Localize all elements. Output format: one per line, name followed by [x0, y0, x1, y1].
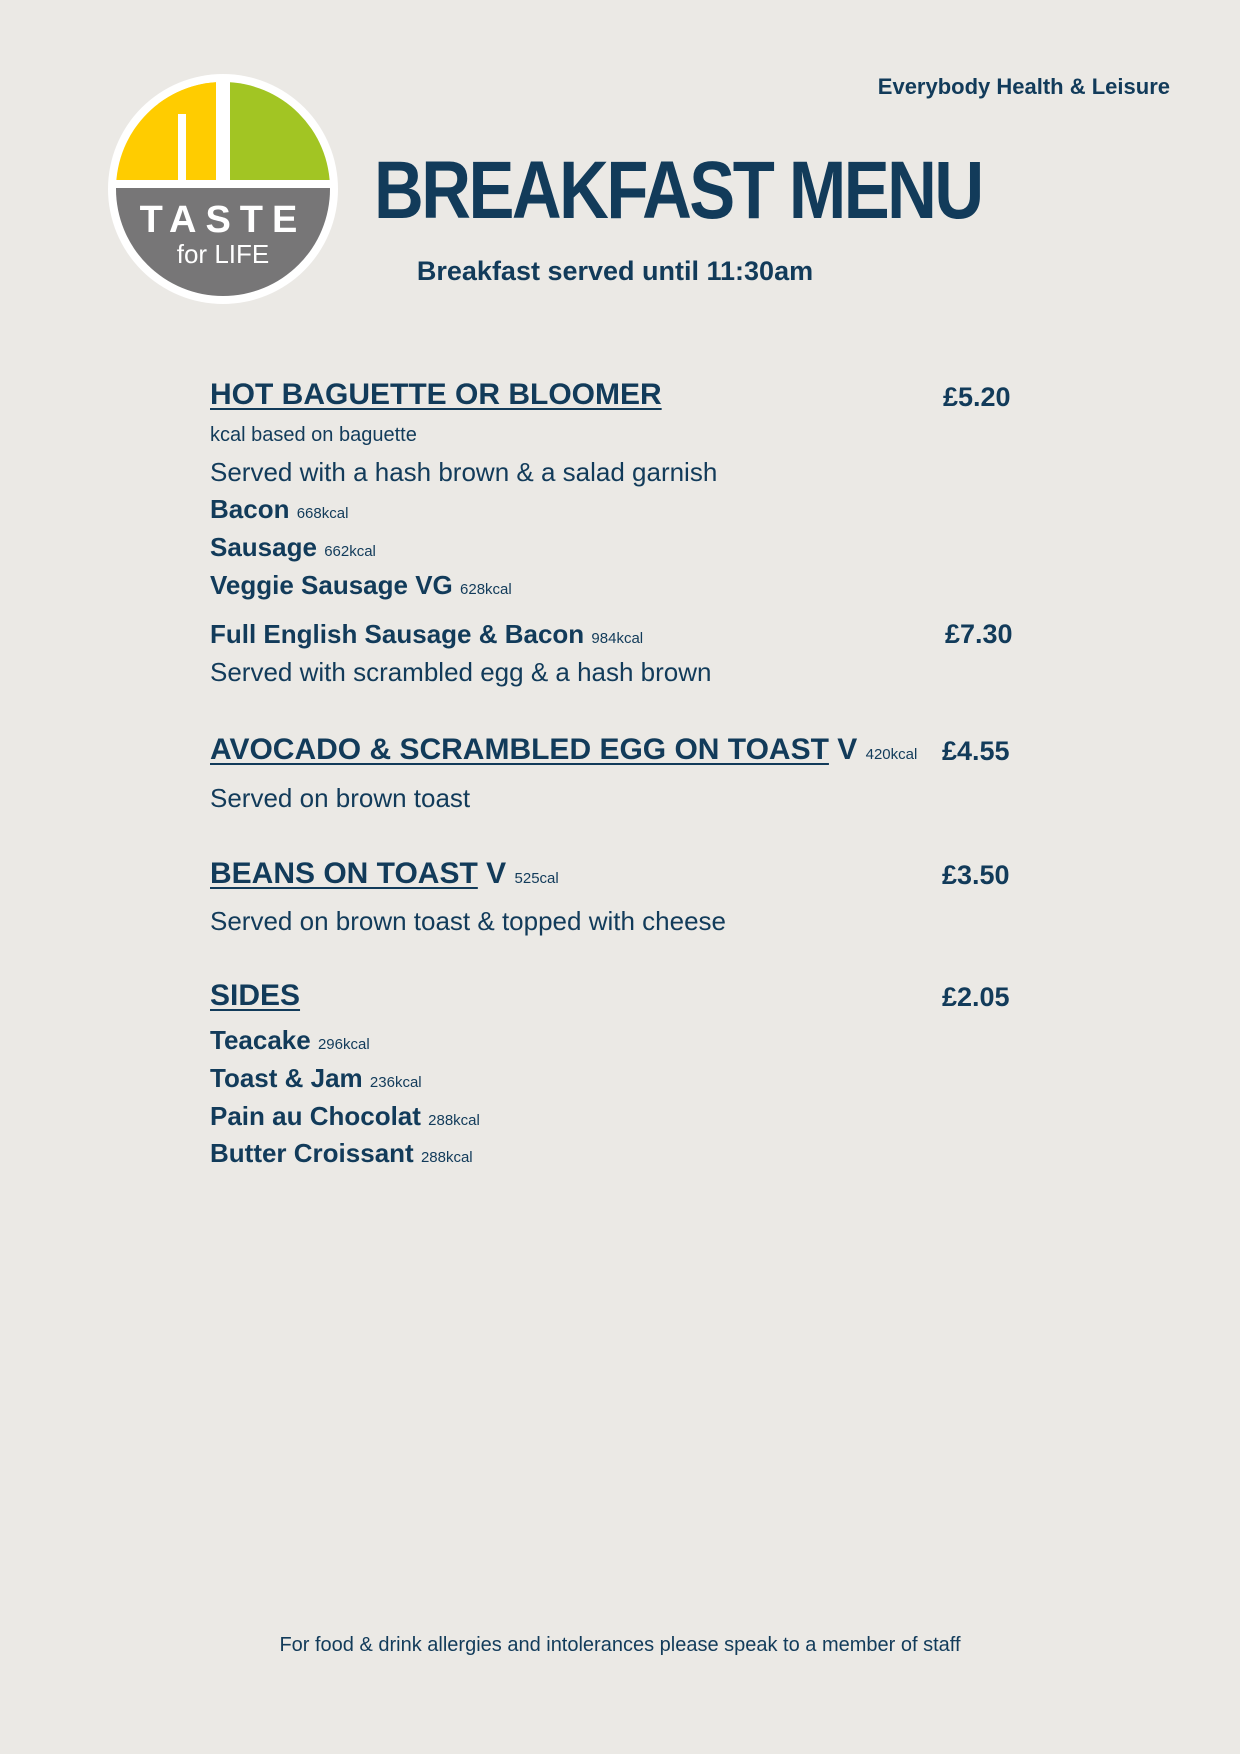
price-sides: £2.05 — [942, 982, 1010, 1012]
menu-item-name: Full English Sausage & Bacon — [210, 619, 585, 649]
menu-item — [210, 1137, 473, 1174]
description-avocado: Served on brown toast — [210, 783, 471, 813]
menu-item-kcal: 296kcal — [317, 1036, 370, 1053]
menu-item-kcal: 628kcal — [460, 581, 512, 598]
menu-item-kcal: 984kcal — [591, 630, 644, 647]
menu-item — [210, 531, 376, 568]
price-full-english: £7.30 — [945, 619, 1013, 649]
menu-item-name: Pain au Chocolat — [210, 1101, 421, 1131]
section-title-sides — [210, 978, 300, 1014]
menu-item-kcal: 288kcal — [420, 1149, 473, 1166]
section-title-avocado-text: AVOCADO & SCRAMBLED EGG ON TOAST — [210, 733, 829, 766]
brand-name: Everybody Health & Leisure — [877, 74, 1170, 99]
allergy-notice: For food & drink allergies and intolerances please speak to a member of staff — [279, 1634, 961, 1656]
price-baguette: £5.20 — [943, 382, 1011, 412]
vegetarian-badge: V — [837, 733, 858, 766]
section-title-baguette-text: HOT BAGUETTE OR BLOOMER — [210, 378, 662, 411]
description-full-english: Served with scrambled egg & a hash brown — [210, 657, 712, 687]
section-title-baguette — [210, 377, 662, 413]
menu-item — [210, 493, 348, 530]
menu-item-name: Bacon — [210, 494, 290, 524]
logo-text-taste: TASTE — [139, 199, 307, 241]
taste-for-life-logo — [108, 74, 338, 304]
section-title-beans-text: BEANS ON TOAST — [210, 857, 478, 890]
logo-text-for-life: for LIFE — [176, 239, 270, 269]
menu-item — [210, 569, 512, 606]
menu-item — [210, 1100, 480, 1137]
menu-item-kcal: 525cal — [514, 870, 559, 887]
page-subtitle: Breakfast served until 11:30am — [416, 256, 814, 286]
page-title: BREAKFAST MENU — [374, 145, 982, 236]
menu-item-name: Veggie Sausage VG — [210, 570, 453, 600]
section-title-beans — [210, 856, 559, 897]
menu-item-name: Sausage — [210, 532, 317, 562]
menu-item-kcal: 420kcal — [865, 746, 918, 763]
menu-item-name: Toast & Jam — [210, 1063, 363, 1093]
description-baguette: Served with a hash brown & a salad garnish — [210, 457, 718, 487]
kcal-note: kcal based on baguette — [210, 424, 417, 446]
menu-item — [210, 1062, 422, 1099]
price-beans: £3.50 — [942, 860, 1010, 890]
menu-item-name: Teacake — [210, 1025, 311, 1055]
menu-item-kcal: 288kcal — [428, 1112, 480, 1129]
description-beans: Served on brown toast & topped with cheese — [210, 906, 726, 936]
menu-item — [210, 1024, 370, 1061]
menu-item-name: Butter Croissant — [210, 1138, 414, 1168]
menu-item-full-english — [210, 618, 643, 655]
menu-item-kcal: 662kcal — [324, 543, 376, 560]
vegetarian-badge: V — [486, 857, 507, 890]
price-avocado: £4.55 — [942, 736, 1010, 766]
menu-item-kcal: 668kcal — [296, 505, 349, 522]
menu-item-kcal: 236kcal — [369, 1074, 422, 1091]
section-title-sides-text: SIDES — [210, 979, 301, 1012]
section-title-avocado — [210, 732, 917, 773]
